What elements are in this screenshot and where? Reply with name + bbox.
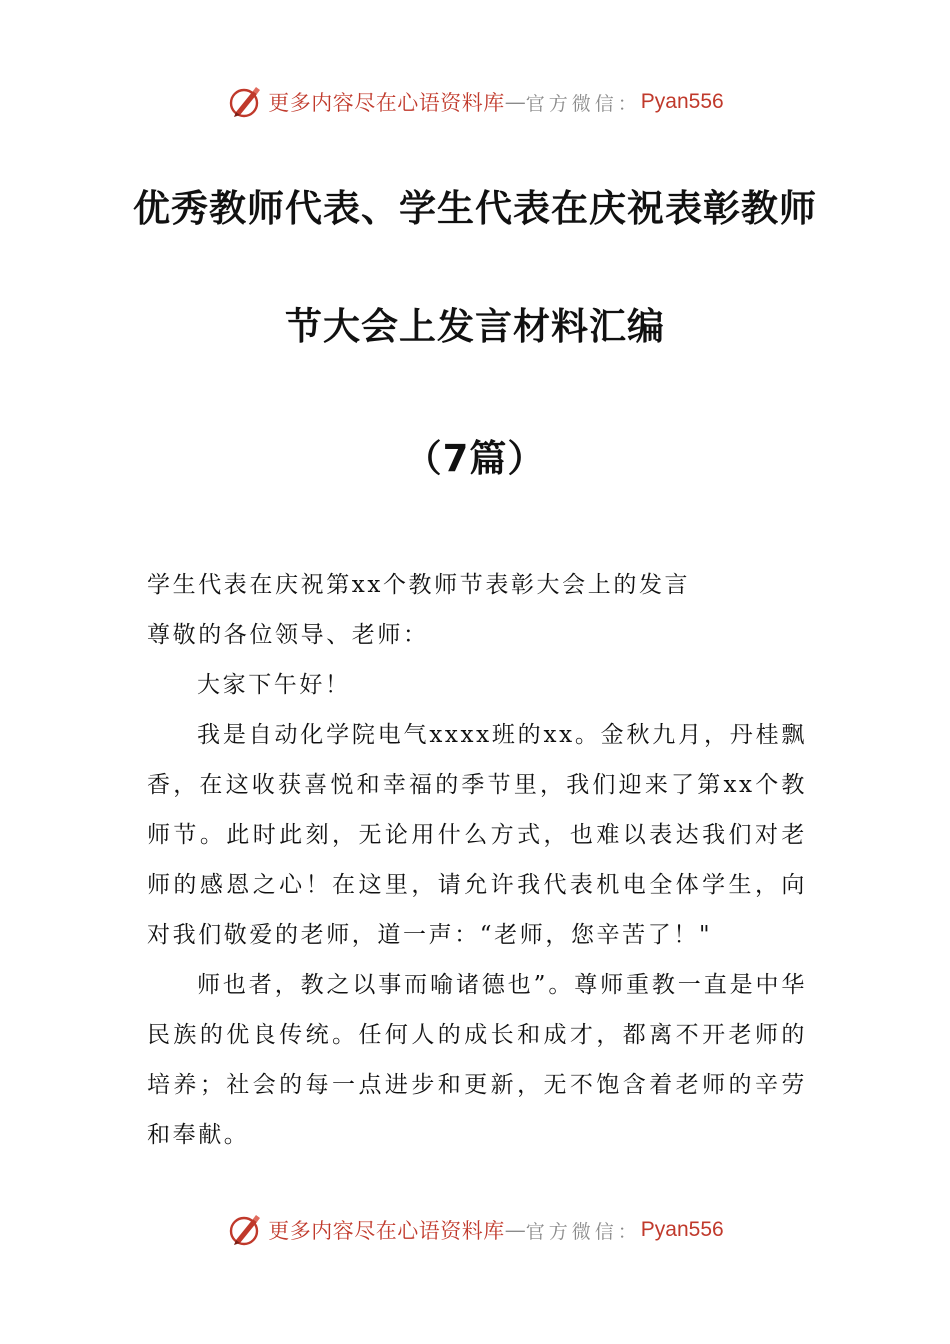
salutation: 尊敬的各位领导、老师： xyxy=(147,622,429,648)
footer-banner xyxy=(0,1208,950,1252)
banner-text: 更多内容尽在心语资料库 xyxy=(268,1219,505,1243)
banner-label: 官方微信： xyxy=(525,1220,641,1243)
pen-logo-icon xyxy=(226,82,266,122)
title-line-2: 节大会上发言材料汇编 xyxy=(285,305,665,348)
header-banner xyxy=(0,80,950,124)
banner-text: 更多内容尽在心语资料库 xyxy=(268,91,505,115)
banner-wechat-id: Pyan556 xyxy=(640,90,724,113)
greeting: 大家下午好！ xyxy=(197,672,351,698)
body-text xyxy=(147,560,807,1160)
banner-label: 官方微信： xyxy=(525,92,641,115)
paragraph-2: 师也者，教之以事而喻诸德也”。尊师重教一直是中华民族的优良传统。任何人的成长和成才，都离不开老师的培养；社会的每一点进步和更新，无不饱含着老师的辛劳和奉献。 xyxy=(147,972,807,1148)
paragraph-1: 我是自动化学院电气xxxx班的xx。金秋九月，丹桂飘香，在这收获喜悦和幸福的季节里，我们迎来了第xx个教师节。此时此刻，无论用什么方式，也难以表达我们对老师的感恩之心！在这里，请允许我代表机电全体学生，向对我们敬爱的老师，道一声：“老师，您辛苦了！" xyxy=(147,722,807,948)
title-line-3: （7篇） xyxy=(404,437,546,480)
banner-wechat-id: Pyan556 xyxy=(640,1218,724,1241)
speech-heading: 学生代表在庆祝第xx个教师节表彰大会上的发言 xyxy=(147,572,691,598)
title-line-1: 优秀教师代表、学生代表在庆祝表彰教师 xyxy=(133,187,817,230)
banner-separator: — xyxy=(504,90,526,114)
pen-logo-icon xyxy=(226,1210,266,1250)
banner-separator: — xyxy=(504,1218,526,1242)
